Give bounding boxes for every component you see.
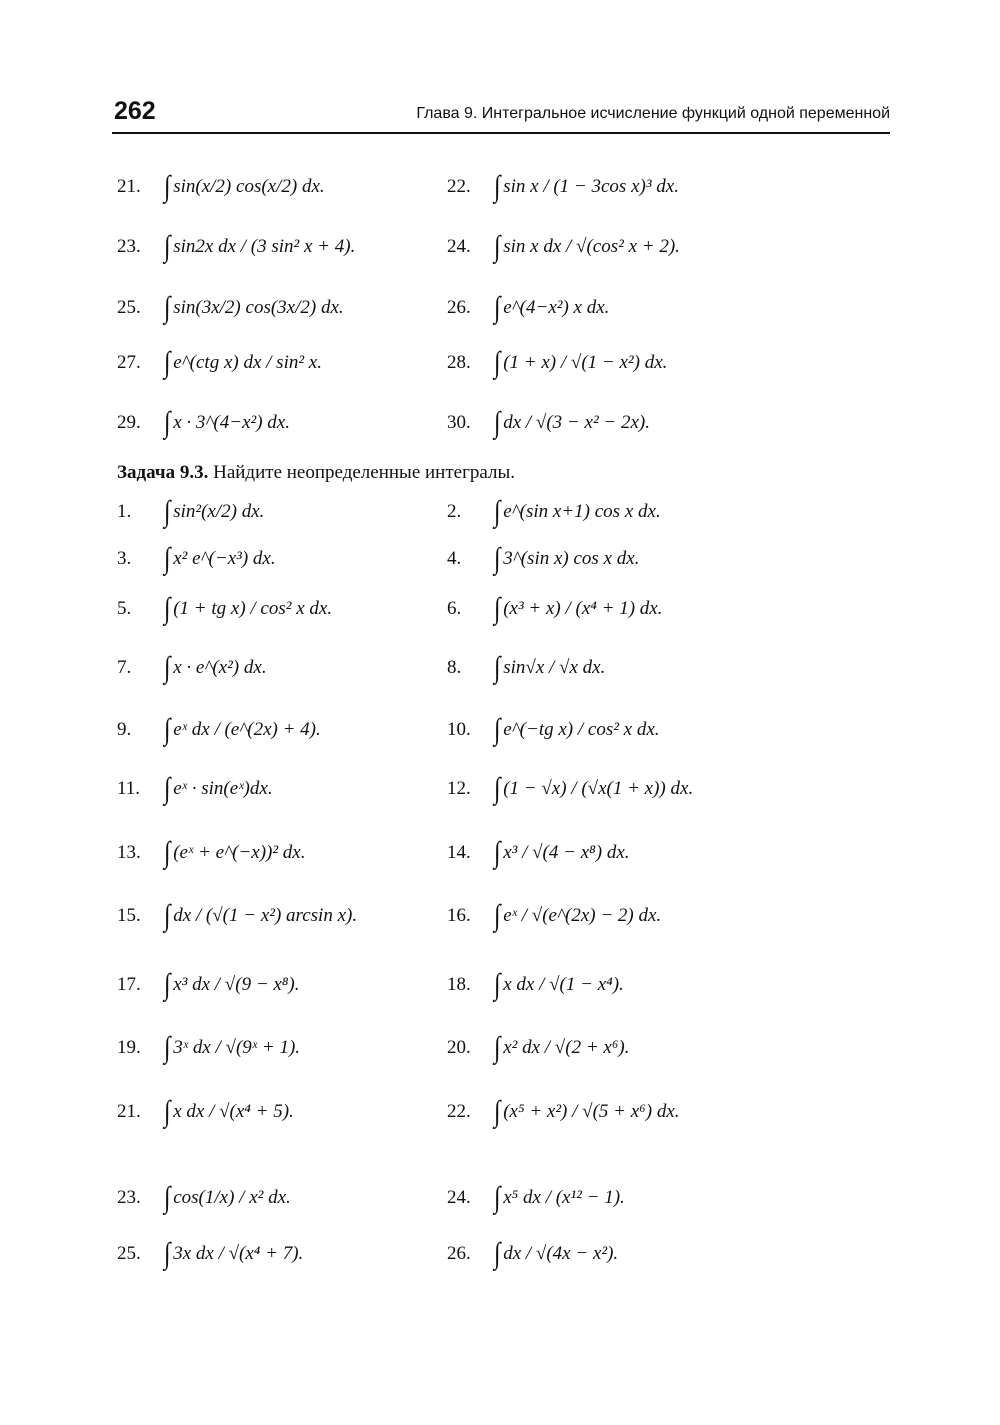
problem-expression: eˣ · sin(eˣ)dx.: [173, 778, 273, 799]
problem-item: [117, 703, 321, 757]
problem-expression: x² e^(−x³) dx.: [173, 548, 276, 569]
integral-sign: ∫: [163, 346, 171, 379]
integral-sign: ∫: [493, 1181, 501, 1214]
task-label: Задача 9.3.: [117, 462, 209, 483]
problem-number: 29.: [117, 412, 141, 433]
integral-sign: ∫: [493, 772, 501, 805]
problem-item: [447, 396, 650, 450]
integral-sign: ∫: [163, 899, 171, 932]
problem-item: [117, 958, 300, 1012]
problem-item: [117, 336, 322, 390]
problem-item: [447, 160, 679, 214]
problem-expression: (x³ + x) / (x⁴ + 1) dx.: [503, 598, 663, 619]
problem-item: [117, 1085, 294, 1139]
problem-item: [447, 220, 680, 274]
problem-item: [447, 762, 693, 816]
problem-number: 23.: [117, 1187, 141, 1208]
problem-expression: sin(3x/2) cos(3x/2) dx.: [173, 297, 344, 318]
task-heading: [117, 461, 515, 485]
problem-expression: (1 + tg x) / cos² x dx.: [173, 598, 333, 619]
problem-number: 21.: [117, 1101, 141, 1122]
problem-number: 30.: [447, 412, 471, 433]
problem-item: [117, 160, 325, 214]
problem-item: [447, 1227, 618, 1281]
problem-expression: sin²(x/2) dx.: [173, 501, 265, 522]
problem-item: [447, 703, 660, 757]
problem-expression: dx / √(4x − x²).: [503, 1243, 619, 1264]
problem-item: [117, 281, 344, 335]
integral-sign: ∫: [163, 495, 171, 528]
problem-item: [117, 485, 264, 539]
integral-sign: ∫: [493, 1095, 501, 1128]
problem-expression: (1 + x) / √(1 − x²) dx.: [503, 352, 668, 373]
problem-expression: x² dx / √(2 + x⁶).: [503, 1037, 630, 1058]
integral-sign: ∫: [163, 1095, 171, 1128]
problem-number: 19.: [117, 1037, 141, 1058]
problem-expression: x · 3^(4−x²) dx.: [173, 412, 290, 433]
integral-sign: ∫: [493, 836, 501, 869]
integral-sign: ∫: [163, 836, 171, 869]
problem-item: [447, 641, 605, 695]
problem-item: [117, 1021, 300, 1075]
page-number: 262: [114, 97, 156, 125]
problem-number: 23.: [117, 236, 141, 257]
integral-sign: ∫: [493, 651, 501, 684]
integral-sign: ∫: [493, 495, 501, 528]
problem-number: 24.: [447, 1187, 471, 1208]
problem-item: [447, 281, 609, 335]
problem-item: [117, 1171, 291, 1225]
problem-item: [447, 485, 661, 539]
integral-sign: ∫: [163, 713, 171, 746]
integral-sign: ∫: [163, 772, 171, 805]
problem-item: [447, 889, 661, 943]
problem-expression: sin x dx / √(cos² x + 2).: [503, 236, 680, 257]
problem-number: 1.: [117, 501, 132, 522]
problem-expression: eˣ / √(e^(2x) − 2) dx.: [503, 905, 662, 926]
problem-number: 22.: [447, 1101, 471, 1122]
problem-number: 14.: [447, 842, 471, 863]
problem-expression: 3x dx / √(x⁴ + 7).: [173, 1243, 304, 1264]
task-text: Найдите неопределенные интегралы.: [213, 462, 515, 483]
problem-expression: e^(4−x²) x dx.: [503, 297, 610, 318]
problem-expression: (x⁵ + x²) / √(5 + x⁶) dx.: [503, 1101, 680, 1122]
integral-sign: ∫: [493, 230, 501, 263]
integral-sign: ∫: [493, 713, 501, 746]
problem-expression: x⁵ dx / (x¹² − 1).: [503, 1187, 625, 1208]
chapter-title: Глава 9. Интегральное исчисление функций одной переменной: [416, 105, 890, 122]
problem-item: [117, 532, 276, 586]
integral-sign: ∫: [163, 542, 171, 575]
problem-expression: cos(1/x) / x² dx.: [173, 1187, 291, 1208]
problem-number: 3.: [117, 548, 132, 569]
problem-item: [117, 220, 355, 274]
problem-number: 2.: [447, 501, 462, 522]
problem-expression: sin√x / √x dx.: [503, 657, 606, 678]
problem-number: 21.: [117, 176, 141, 197]
problem-number: 25.: [117, 297, 141, 318]
problem-number: 15.: [117, 905, 141, 926]
problem-item: [117, 582, 332, 636]
integral-sign: ∫: [493, 968, 501, 1001]
problem-number: 10.: [447, 719, 471, 740]
problem-number: 4.: [447, 548, 462, 569]
problem-expression: x dx / √(1 − x⁴).: [503, 974, 624, 995]
problem-number: 28.: [447, 352, 471, 373]
integral-sign: ∫: [493, 1237, 501, 1270]
problem-item: [447, 336, 667, 390]
integral-sign: ∫: [493, 291, 501, 324]
problem-expression: x³ / √(4 − x⁸) dx.: [503, 842, 630, 863]
problem-number: 20.: [447, 1037, 471, 1058]
problem-item: [117, 1227, 303, 1281]
problem-expression: e^(−tg x) / cos² x dx.: [503, 719, 660, 740]
problem-number: 6.: [447, 598, 462, 619]
integral-sign: ∫: [163, 1031, 171, 1064]
problem-item: [447, 826, 630, 880]
problem-item: [117, 641, 267, 695]
problem-number: 26.: [447, 1243, 471, 1264]
problem-number: 17.: [117, 974, 141, 995]
problem-number: 9.: [117, 719, 132, 740]
problem-expression: (eˣ + e^(−x))² dx.: [173, 842, 306, 863]
problem-item: [447, 532, 639, 586]
integral-sign: ∫: [163, 968, 171, 1001]
problem-item: [447, 582, 662, 636]
problem-number: 16.: [447, 905, 471, 926]
problem-number: 5.: [117, 598, 132, 619]
problem-expression: e^(ctg x) dx / sin² x.: [173, 352, 322, 373]
integral-sign: ∫: [493, 170, 501, 203]
integral-sign: ∫: [163, 651, 171, 684]
problem-item: [117, 762, 273, 816]
integral-sign: ∫: [163, 406, 171, 439]
problem-expression: x dx / √(x⁴ + 5).: [173, 1101, 294, 1122]
problem-expression: sin(x/2) cos(x/2) dx.: [173, 176, 325, 197]
problem-expression: dx / √(3 − x² − 2x).: [503, 412, 650, 433]
problem-number: 18.: [447, 974, 471, 995]
problem-number: 8.: [447, 657, 462, 678]
problem-number: 11.: [117, 778, 141, 799]
problem-number: 7.: [117, 657, 132, 678]
integral-sign: ∫: [493, 346, 501, 379]
problem-item: [447, 958, 624, 1012]
problem-number: 25.: [117, 1243, 141, 1264]
problem-item: [117, 889, 357, 943]
integral-sign: ∫: [163, 170, 171, 203]
page-header: [112, 96, 890, 134]
problem-item: [447, 1021, 630, 1075]
problem-item: [447, 1171, 625, 1225]
problem-number: 24.: [447, 236, 471, 257]
problem-number: 13.: [117, 842, 141, 863]
problem-expression: x³ dx / √(9 − x⁸).: [173, 974, 300, 995]
integral-sign: ∫: [493, 542, 501, 575]
problem-expression: dx / (√(1 − x²) arcsin x).: [173, 905, 358, 926]
integral-sign: ∫: [163, 592, 171, 625]
integral-sign: ∫: [493, 899, 501, 932]
integral-sign: ∫: [163, 1181, 171, 1214]
problem-expression: 3ˣ dx / √(9ˣ + 1).: [173, 1037, 301, 1058]
integral-sign: ∫: [493, 1031, 501, 1064]
problem-number: 22.: [447, 176, 471, 197]
integral-sign: ∫: [493, 406, 501, 439]
problem-expression: sin2x dx / (3 sin² x + 4).: [173, 236, 356, 257]
problem-item: [117, 396, 290, 450]
problem-number: 26.: [447, 297, 471, 318]
problem-expression: sin x / (1 − 3cos x)³ dx.: [503, 176, 679, 197]
problem-expression: 3^(sin x) cos x dx.: [503, 548, 640, 569]
problem-expression: (1 − √x) / (√x(1 + x)) dx.: [503, 778, 694, 799]
problem-item: [447, 1085, 680, 1139]
problem-expression: e^(sin x+1) cos x dx.: [503, 501, 661, 522]
integral-sign: ∫: [163, 230, 171, 263]
integral-sign: ∫: [493, 592, 501, 625]
problem-number: 12.: [447, 778, 471, 799]
problem-expression: eˣ dx / (e^(2x) + 4).: [173, 719, 321, 740]
integral-sign: ∫: [163, 291, 171, 324]
problem-item: [117, 826, 305, 880]
integral-sign: ∫: [163, 1237, 171, 1270]
problem-expression: x · e^(x²) dx.: [173, 657, 267, 678]
problem-number: 27.: [117, 352, 141, 373]
